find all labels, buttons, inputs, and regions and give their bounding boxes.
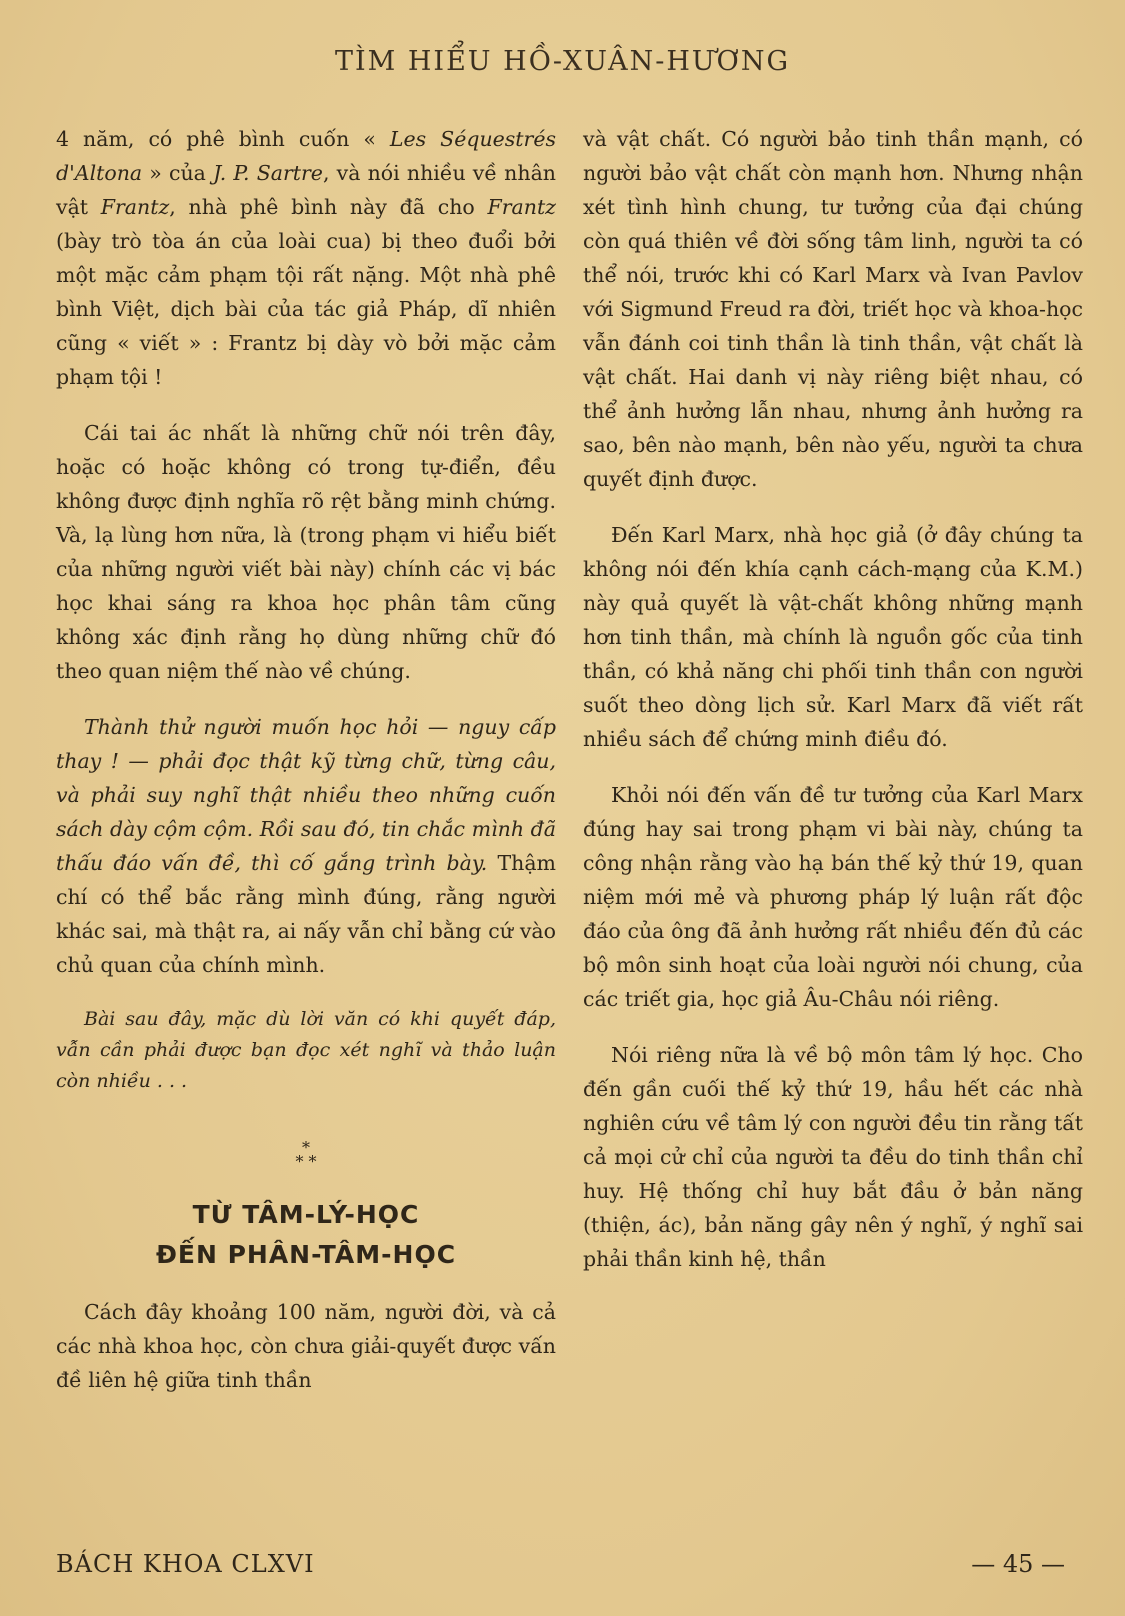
paragraph-editor-note: Bài sau đây, mặc dù lời văn có khi quyết đáp, vẫn cần phải được bạn đọc xét nghĩ và thảo luận còn nhiều . . . [56,1008,556,1092]
paragraph-definitions: Cái tai ác nhất là những chữ nói trên đây, hoặc có hoặc không có trong tự-điển, đều không được định nghĩa rõ rệt bằng minh chứng. Và, lạ lùng hơn nữa, là (trong phạm vi hiểu biết của những người viết bài này) chính các vị bác học khai sáng ra khoa học phân tâm cũng không xác định rằng họ dùng những chữ đó theo quan niệm thế nào về chúng. [56,421,556,683]
left-column [56,122,556,1419]
paragraph-sartre-review: 4 năm, có phê bình cuốn « Les Séquestrés d'Altona » của J. P. Sartre, và nói nhiều về nhân vật Frantz, nhà phê bình này đã cho Frantz (bày trò tòa án của loài cua) bị theo đuổi bởi một mặc cảm phạm tội rất nặng. Một nhà phê bình Việt, dịch bài của tác giả Pháp, dĩ nhiên cũng « viết » : Frantz bị dày vò bởi mặc cảm phạm tội ! [56,127,556,389]
running-title: TÌM HIỂU HỒ-XUÂN-HƯƠNG [334,46,791,77]
paragraph-marx-influence: Khỏi nói đến vấn đề tư tưởng của Karl Marx đúng hay sai trong phạm vi bài này, chúng ta công nhận rằng vào hạ bán thế kỷ thứ 19, quan niệm mới mẻ và phương pháp lý luận rất độc đáo của ông đã ảnh hưởng rất nhiều đến đủ các bộ môn sinh hoạt của loài người nói chung, của các triết gia, học giả Âu-Châu nói riêng. [583,783,1083,1011]
publication-footer: BÁCH KHOA CLXVI [56,1550,315,1578]
paragraph-history-intro: Cách đây khoảng 100 năm, người đời, và cả các nhà khoa học, còn chưa giải-quyết được vấn đề liên hệ giữa tinh thần [56,1300,556,1392]
section-divider: * * * [295,1138,317,1171]
right-column [583,122,1083,1298]
page-number: — 45 — [971,1550,1065,1578]
paragraph-reading-advice: Thành thử người muốn học hỏi — nguy cấp thay ! — phải đọc thật kỹ từng chữ, từng câu, và phải suy nghĩ thật nhiều theo những cuốn sách dày cộm cộm. Rồi sau đó, tin chắc mình đã thấu đáo vấn đề, thì cố gắng trình bày. Thậm chí có thể bắc rằng mình đúng, rằng người khác sai, mà thật ra, ai nấy vẫn chỉ bằng cứ vào chủ quan của chính mình. [56,715,556,977]
paragraph-mind-matter: và vật chất. Có người bảo tinh thần mạnh, có người bảo vật chất còn mạnh hơn. Nhưng nhận xét tình hình chung, tư tưởng của đại chúng còn quá thiên về đời sống tâm linh, người ta có thể nói, trước khi có Karl Marx và Ivan Pavlov với Sigmund Freud ra đời, triết học và khoa-học vẫn đánh coi tinh thần là tinh thần, vật chất là vật chất. Hai danh vị này riêng biệt nhau, có thể ảnh hưởng lẫn nhau, nhưng ảnh hưởng ra sao, bên nào mạnh, bên nào yếu, người ta chưa quyết định được. [583,127,1083,491]
section-heading: TỪ TÂM-LÝ-HỌC ĐẾN PHÂN-TÂM-HỌC [155,1200,457,1269]
paragraph-psychology: Nói riêng nữa là về bộ môn tâm lý học. Cho đến gần cuối thế kỷ thứ 19, hầu hết các nhà nghiên cứu về tâm lý con người đều tin rằng tất cả mọi cử chỉ của người ta đều do tinh thần chỉ huy. Hệ thống chỉ huy bắt đầu ở bản năng (thiện, ác), bản năng gây nên ý nghĩ, ý nghĩ sai phải thần kinh hệ, thần [583,1043,1083,1271]
paragraph-karl-marx: Đến Karl Marx, nhà học giả (ở đây chúng ta không nói đến khía cạnh cách-mạng của K.M.) này quả quyết là vật-chất không những mạnh hơn tinh thần, mà chính là nguồn gốc của tinh thần, có khả năng chi phối tinh thần con người suốt theo dòng lịch sử. Karl Marx đã viết rất nhiều sách để chứng minh điều đó. [583,523,1083,751]
